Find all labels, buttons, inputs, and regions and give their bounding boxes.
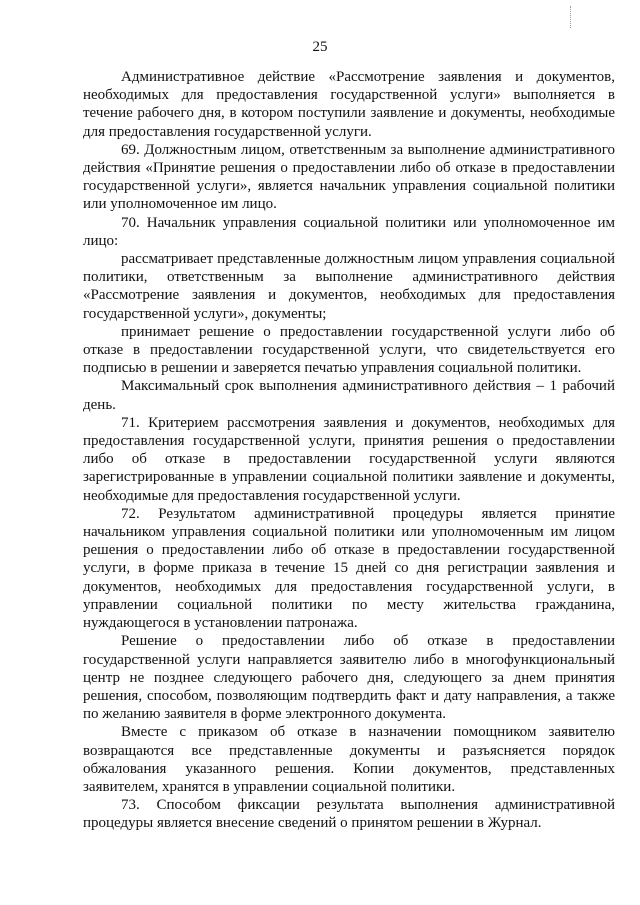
paragraph-70-item-reviews: рассматривает представленные должностным лицом управления социальной политики, ответственным за выполнение административного действия «Рассмотрение заявления и документов, необходимых для предоставления государственной услуги», документы;: [83, 251, 615, 322]
paragraph-70-item-decides: принимает решение о предоставлении государственной услуги либо об отказе в предоставлении государственной услуги, что свидетельствуется его подписью в решении и заверяется печатью управления социальной политики.: [83, 323, 615, 377]
document-body: [83, 68, 615, 833]
page-number: 25: [312, 39, 328, 55]
paragraph-action-duration: Административное действие «Рассмотрение заявления и документов, необходимых для предоставления государственной услуги» выполняется в течение рабочего дня, в котором поступили заявление и документы, необходимые для предоставления государственной услуги.: [83, 69, 615, 140]
paragraph-refusal-return: Вместе с приказом об отказе в назначении помощником заявителю возвращаются все представленные документы и разъясняется порядок обжалования указанного решения. Копии документов, представленных заявителем, хранятся в управлении социальной политики.: [83, 724, 615, 795]
paragraph-72: 72. Результатом административной процедуры является принятие начальником управления социальной политики или уполномоченным им лицом решения о предоставлении либо об отказе в предоставлении государственной услуги, в форме приказа в течение 15 дней со дня регистрации заявления и документов, необходимых для предоставления государственной услуги, в управлении социальной политики по месту жительства гражданина, нуждающегося в установлении патронажа.: [83, 505, 615, 632]
paragraph-73: 73. Способом фиксации результата выполнения административной процедуры является внесение сведений о принятом решении в Журнал.: [83, 797, 615, 832]
scan-edge-mark: [570, 6, 572, 28]
paragraph-max-duration: Максимальный срок выполнения административного действия – 1 рабочий день.: [83, 378, 615, 413]
paragraph-69: 69. Должностным лицом, ответственным за выполнение административного действия «Принятие решения о предоставлении либо об отказе в предоставлении государственной услуги», является начальник управления социальной политики или уполномоченное им лицо.: [83, 141, 615, 213]
paragraph-70: 70. Начальник управления социальной политики или уполномоченное им лицо:: [83, 214, 615, 249]
paragraph-decision-delivery: Решение о предоставлении либо об отказе в предоставлении государственной услуги направляется заявителю либо в многофункциональный центр не позднее следующего рабочего дня, следующего за днем принятия решения, способом, позволяющим подтвердить факт и дату направления, а также по желанию заявителя в форме электронного документа.: [83, 633, 615, 723]
paragraph-71: 71. Критерием рассмотрения заявления и документов, необходимых для предоставления государственной услуги, принятия решения о предоставлении либо об отказе в предоставлении государственной услуги являются зарегистрированные в управлении социальной политики заявление и документы, необходимые для предоставления государственной услуги.: [83, 414, 615, 504]
